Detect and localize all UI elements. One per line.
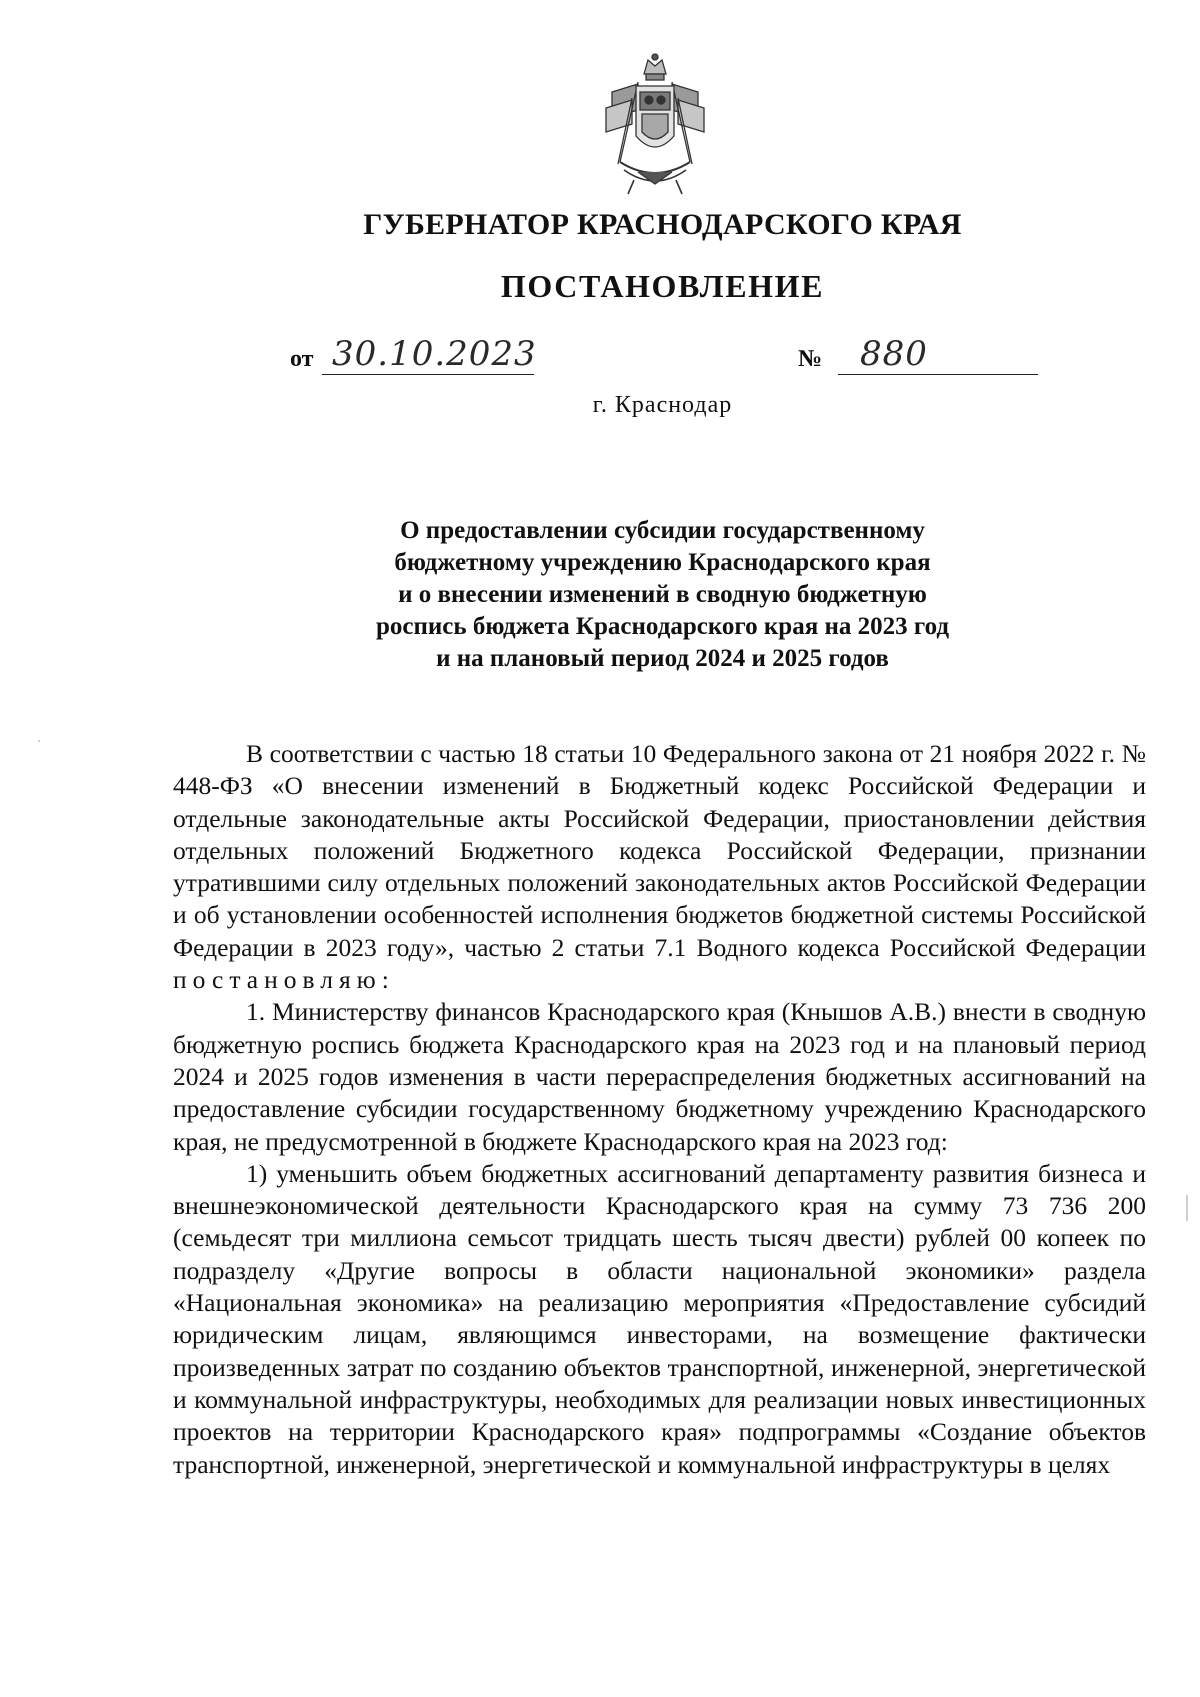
- preamble-paragraph: [173, 738, 1146, 996]
- document-body: [173, 738, 1146, 1481]
- scan-artifact: [1186, 1195, 1188, 1221]
- subitem-1-paragraph: 1) уменьшить объем бюджетных ассигнований департаменту развития бизнеса и внешнеэкономической деятельности Краснодарского края на сумму 73 736 200 (семьдесят три миллиона семьсот тридцать шесть тысяч двести) рублей 00 копеек по подразделу «Другие вопросы в области национальной экономики» раздела «Национальная экономика» на реализацию мероприятия «Предоставление субсидий юридическим лицам, являющимся инвесторами, на возмещение фактически произведенных затрат по созданию объектов транспортной, инженерной, энергетической и коммунальной инфраструктуры, необходимых для реализации новых инвестиционных проектов на территории Краснодарского края» подпрограммы «Создание объектов транспортной, инженерной, энергетической и коммунальной инфраструктуры в целях: [173, 1158, 1146, 1479]
- organization-name: ГУБЕРНАТОР КРАСНОДАРСКОГО КРАЯ: [363, 208, 962, 241]
- number-prefix: №: [798, 346, 823, 372]
- title-line: бюджетному учреждению Краснодарского края: [394, 549, 931, 576]
- number-field: [838, 334, 1038, 375]
- preamble-text: В соответствии с частью 18 статьи 10 Федерального закона от 21 ноября 2022 г. № 448-ФЗ «О внесении изменений в Бюджетный кодекс Российской Федерации и отдельные законодательные акты Российской Федерации, приостановлении действия отдельных положений Бюджетного кодекса Российской Федерации, признании утратившими силу отдельных положений законодательных актов Российской Федерации и об установлении особенностей исполнения бюджетов бюджетной системы Российской Федерации в 2023 году», частью 2 статьи 7.1 Водного кодекса Российской Федерации: [173, 739, 1146, 962]
- document-details-row: [290, 334, 1050, 380]
- item-1-paragraph: 1. Министерству финансов Краснодарского края (Кнышов А.В.) внести в сводную бюджетную роспись бюджета Краснодарского края на 2023 год и на плановый период 2024 и 2025 годов изменения в части перераспределения бюджетных ассигнований на предоставление субсидии государственному бюджетному учреждению Краснодарского края, не предусмотренной в бюджете Краснодарского края на 2023 год:: [173, 997, 1146, 1156]
- city-line: г. Краснодар: [592, 392, 733, 418]
- title-line: и на плановый период 2024 и 2025 годов: [436, 645, 889, 672]
- scan-artifact: [38, 740, 40, 742]
- title-line: и о внесении изменений в сводную бюджетную: [398, 581, 927, 608]
- date-field: [322, 334, 537, 375]
- document-type: ПОСТАНОВЛЕНИЕ: [500, 268, 825, 304]
- coat-of-arms-emblem: [598, 52, 712, 198]
- title-line: роспись бюджета Краснодарского края на 2023 год: [375, 613, 950, 640]
- date-prefix: от: [290, 346, 314, 372]
- decree-word: постановляю:: [173, 965, 395, 995]
- document-number: 880: [860, 334, 928, 374]
- title-line: О предоставлении субсидии государственному: [400, 517, 925, 544]
- document-title: [0, 515, 1200, 675]
- document-date: 30.10.2023: [332, 334, 537, 374]
